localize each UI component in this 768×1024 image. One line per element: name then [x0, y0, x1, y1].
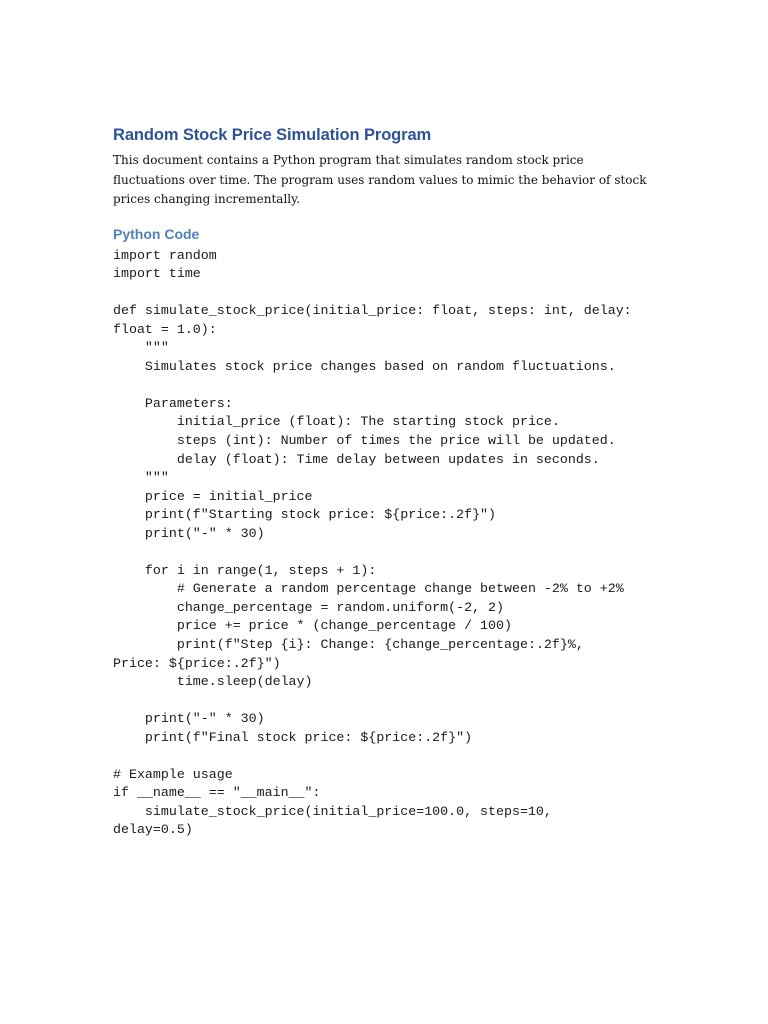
document-page [113, 124, 658, 840]
document-title: Random Stock Price Simulation Program [113, 126, 432, 144]
intro-paragraph: This document contains a Python program that simulates random stock price fluctuations over time. The program uses random values to mimic the behavior of stock prices changing incrementally. [113, 153, 647, 206]
code-block: import random import time def simulate_stock_price(initial_price: float, steps: int, delay: float = 1.0): """ Simulates stock price changes based on random fluctuations. Parameters: initial_price (float): The starting stock price. steps (int): Number of times the price will be updated. delay (float): Time delay between updates in seconds. """ price = initial_price print(f"Starting stock price: ${price:.2f}") print("-" * 30) for i in range(1, steps + 1): # Generate a random percentage change between -2% to +2% change_percentage = random.uniform(-2, 2) price += price * (change_percentage / 100) print(f"Step {i}: Change: {change_percentage:.2f}%, Price: ${price:.2f}") time.sleep(delay) print("-" * 30) print(f"Final stock price: ${price:.2f}") # Example usage if __name__ == "__main__": simulate_stock_price(initial_price=100.0, steps=10, delay=0.5) [113, 247, 632, 838]
section-heading-python-code: Python Code [113, 225, 200, 242]
